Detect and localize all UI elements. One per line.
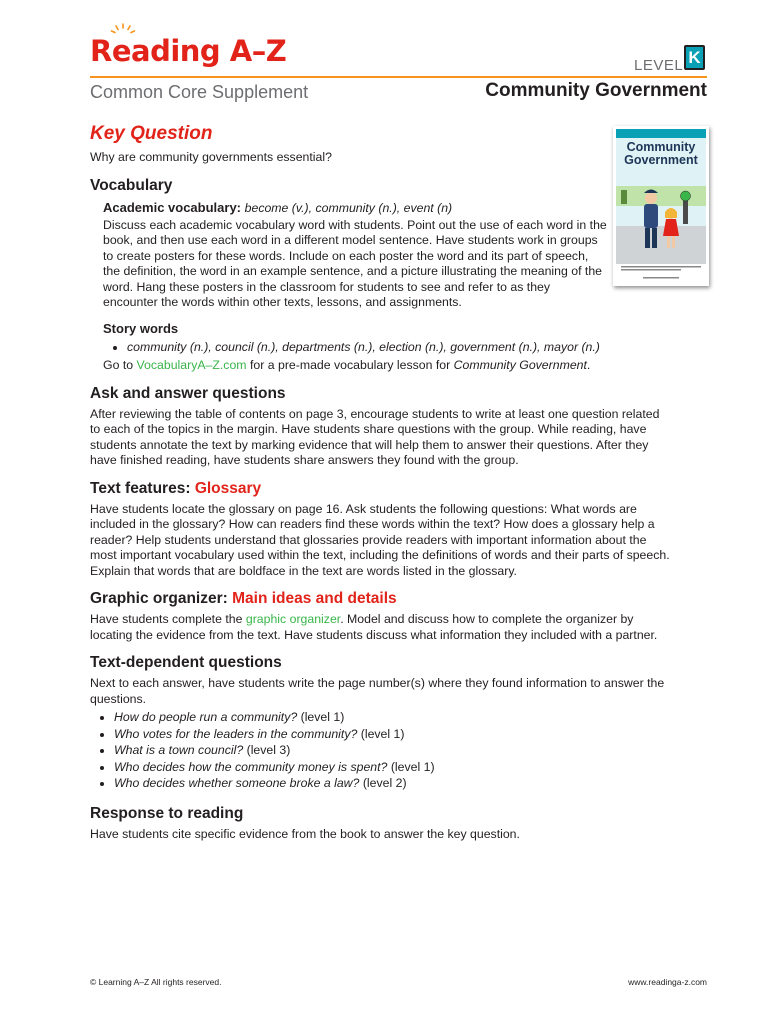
text-features-topic: Glossary bbox=[194, 479, 262, 497]
book-title: Community Government bbox=[485, 80, 707, 101]
footer-copyright: © Learning A–Z All rights reserved. bbox=[90, 977, 222, 987]
text-dependent-questions bbox=[90, 709, 670, 792]
reading-az-logo bbox=[90, 28, 330, 72]
ask-answer-heading: Ask and answer questions bbox=[90, 384, 286, 402]
graphic-organizer-text: Have students complete the graphic organizer. Model and discuss how to complete the organizer by locating the evidence from the text. Have students discuss what information they included with a partner. bbox=[90, 612, 658, 642]
list-item: • Who decides whether someone broke a law? (level 2) bbox=[114, 775, 670, 792]
graphic-organizer-topic: Main ideas and details bbox=[232, 590, 397, 607]
response-text: Have students cite specific evidence from the book to answer the key question. bbox=[90, 826, 520, 841]
story-words-list bbox=[103, 339, 670, 356]
graphic-organizer-link[interactable]: graphic organizer bbox=[245, 612, 341, 626]
level-letter: K bbox=[688, 48, 701, 67]
text-features-heading: Text features: Glossary bbox=[90, 479, 262, 497]
text-dependent-text: Next to each answer, have students write the page number(s) where they found information to answer the questions. bbox=[90, 676, 665, 706]
cover-title-line2: Government bbox=[624, 153, 698, 167]
supplement-title: Common Core Supplement bbox=[90, 82, 309, 102]
academic-vocabulary-text: Discuss each academic vocabulary word with students. Point out the use of each word in the book, and then use each word in a different model sentence. Have students work in groups to create posters for these words. Include on each poster the word and its part of speech, the definition, the word in an example sentence, and a picture illustrating the meaning of the word. Hang these posters in the classroom for students to see and refer to as they encounter the words within other texts, lessons, and assignments. bbox=[103, 217, 607, 309]
text-features-text: Have students locate the glossary on page 16. Ask students the following questions: What words are included in the glossary? How can readers find these words within the text? How does a glossary help a reader? Help students understand that glossaries provide readers with important information about the most important vocabulary used within the text, including the definitions of words and their parts of speech. Explain that words that are boldface in the text are words listed in the glossary. bbox=[90, 501, 670, 578]
academic-vocabulary-label: Academic vocabulary: bbox=[103, 199, 242, 215]
cover-title-line1: Community bbox=[626, 140, 696, 154]
list-item: • What is a town council? (level 3) bbox=[114, 742, 670, 759]
list-item: • How do people run a community? (level 1) bbox=[114, 709, 670, 726]
vocabulary-link-line: Go to VocabularyA–Z.com for a pre-made vocabulary lesson for Community Government. bbox=[103, 358, 591, 372]
header-divider bbox=[90, 76, 707, 78]
vocabulary-az-link[interactable]: VocabularyA–Z.com bbox=[136, 358, 247, 372]
story-words-item: • community (n.), council (n.), departments (n.), election (n.), government (n.), mayor (n.) bbox=[127, 339, 670, 356]
text-dependent-heading: Text-dependent questions bbox=[90, 654, 282, 671]
story-words-label: Story words bbox=[103, 320, 179, 336]
logo-text: Reading A–Z bbox=[90, 34, 287, 68]
list-item: • Who decides how the community money is spent? (level 1) bbox=[114, 759, 670, 776]
academic-vocabulary-line bbox=[103, 199, 670, 217]
academic-vocabulary-words: become (v.), community (n.), event (n) bbox=[244, 200, 453, 215]
ask-answer-text: After reviewing the table of contents on page 3, encourage students to write at least one question related to each of the topics in the margin. Have students share questions with the group. While reading, have students annotate the text by marking evidence that will help them to answer their questions. After they have finished reading, have students share answers they found with the group. bbox=[90, 406, 660, 467]
vocabulary-heading: Vocabulary bbox=[90, 176, 173, 194]
list-item: • Who votes for the leaders in the community? (level 1) bbox=[114, 726, 670, 743]
level-badge bbox=[684, 45, 705, 70]
graphic-organizer-heading: Graphic organizer: Main ideas and details bbox=[90, 590, 397, 607]
key-question-text: Why are community governments essential? bbox=[90, 150, 332, 164]
response-heading: Response to reading bbox=[90, 804, 244, 822]
level-label: LEVEL bbox=[634, 57, 684, 74]
main-content bbox=[90, 122, 670, 842]
key-question-heading: Key Question bbox=[90, 123, 213, 144]
footer-url[interactable]: www.readinga-z.com bbox=[628, 977, 707, 987]
